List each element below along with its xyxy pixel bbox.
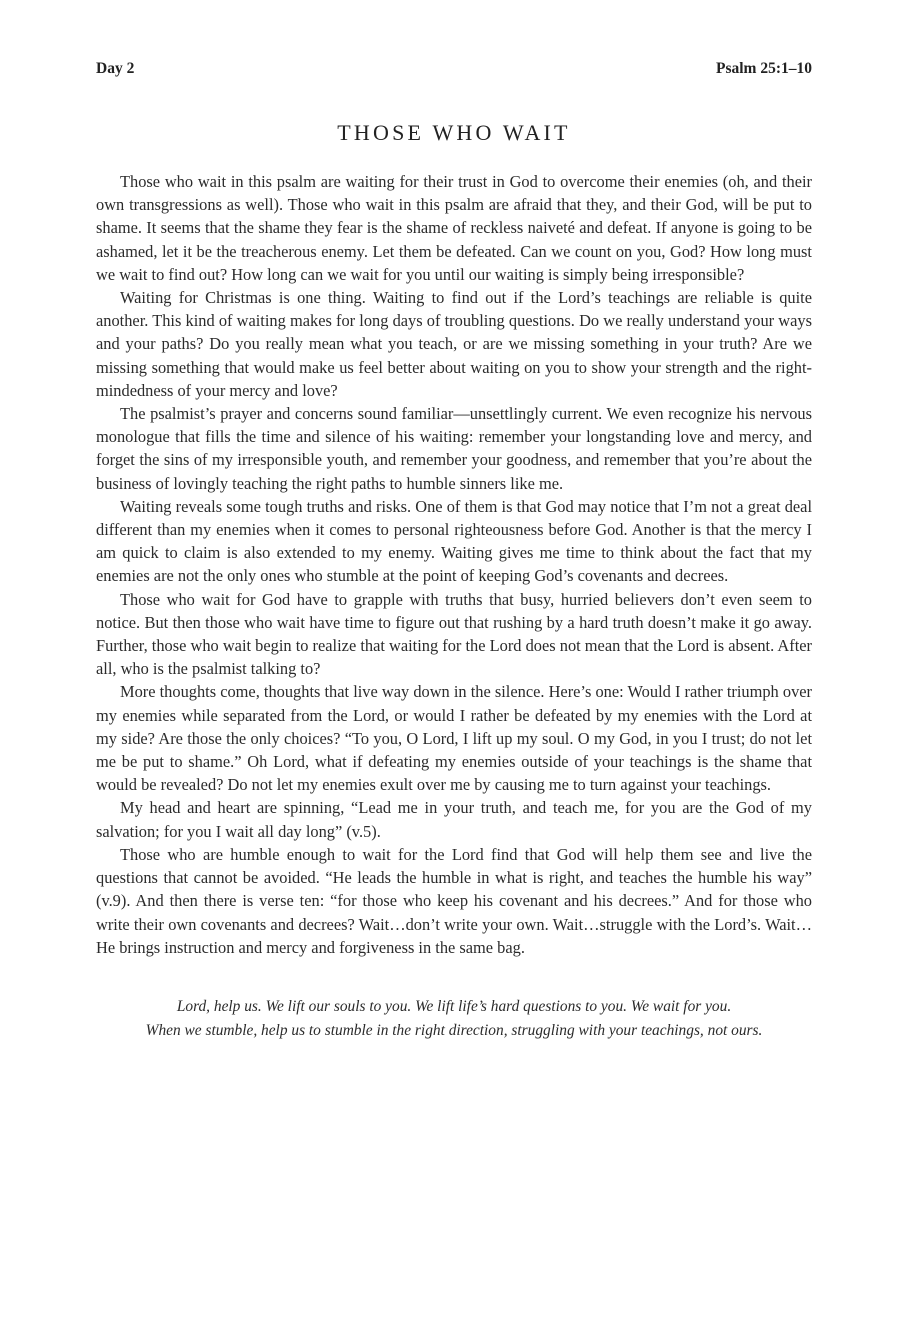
paragraph: Waiting for Christmas is one thing. Waiting to find out if the Lord’s teachings are reliable is quite another. This kind of waiting makes for long days of troubling questions. Do we really understand your ways and your paths? Do you really mean what you teach, or are we missing something in your truth? Are we missing something that would make us feel better about waiting on you to show your strength and the right-mindedness of your mercy and love? (96, 288, 812, 400)
prayer-line: When we stumble, help us to stumble in the right direction, struggling with your teachings, not ours. (145, 1021, 763, 1039)
page-title: THOSE WHO WAIT (337, 120, 571, 145)
paragraph: Waiting reveals some tough truths and risks. One of them is that God may notice that I’m not a great deal different than my enemies when it comes to personal righteousness before God. Another is that the mercy I am quick to claim is also extended to my enemy. Waiting gives me time to think about the fact that my enemies are not the only ones who stumble at the point of keeping God’s covenants and decrees. (96, 496, 812, 586)
devotional-body (96, 170, 812, 959)
paragraph: More thoughts come, thoughts that live way down in the silence. Here’s one: Would I rather triumph over my enemies while separated from the Lord, or would I rather be defeated by my enemies with the Lord at my side? Are those the only choices? “To you, O Lord, I lift up my soul. O my God, in you I trust; do not let me be put to shame.” Oh Lord, what if defeating my enemies outside of your teachings is the shame that would be revealed? Do not let my enemies exult over me by causing me to turn against your teachings. (96, 682, 812, 795)
devotional-page (96, 60, 812, 1043)
closing-prayer (96, 995, 812, 1043)
paragraph: The psalmist’s prayer and concerns sound familiar—unsettlingly current. We even recognize his nervous monologue that fills the time and silence of his waiting: remember your longstanding love and mercy, and forget the sins of my irresponsible youth, and remember your goodness, and remember that you’re about the business of lovingly teaching the right paths to humble sinners like me. (96, 404, 812, 493)
paragraph: Those who are humble enough to wait for the Lord find that God will help them see and live the questions that cannot be avoided. “He leads the humble in what is right, and teaches the humble his way” (v.9). And then there is verse ten: “for those who keep his covenant and his decrees.” And for those who write their own covenants and decrees? Wait…don’t write your own. Wait…struggle with the Lord’s. Wait…He brings instruction and mercy and forgiveness in the same bag. (96, 844, 812, 957)
page-header (96, 60, 812, 78)
paragraph: Those who wait for God have to grapple with truths that busy, hurried believers don’t even seem to notice. But then those who wait have time to figure out that rushing by a hard truth doesn’t make it go away. Further, those who wait begin to realize that waiting for the Lord does not mean that the Lord is absent. After all, who is the psalmist talking to? (96, 589, 812, 679)
paragraph: My head and heart are spinning, “Lead me in your truth, and teach me, for you are the God of my salvation; for you I wait all day long” (v.5). (96, 798, 812, 841)
prayer-line: Lord, help us. We lift our souls to you. We lift life’s hard questions to you. We wait for you. (176, 997, 732, 1015)
day-label: Day 2 (96, 60, 135, 77)
scripture-reference: Psalm 25:1–10 (715, 60, 812, 77)
paragraph: Those who wait in this psalm are waiting for their trust in God to overcome their enemies (oh, and their own transgressions as well). Those who wait in this psalm are afraid that they, and their God, will be put to shame. It seems that the shame they fear is the shame of reckless naiveté and defeat. If anyone is going to be ashamed, let it be the treacherous enemy. Let them be defeated. Can we count on you, God? How long must we wait to find out? How long can we wait for you until our waiting is simply being irresponsible? (96, 172, 812, 284)
